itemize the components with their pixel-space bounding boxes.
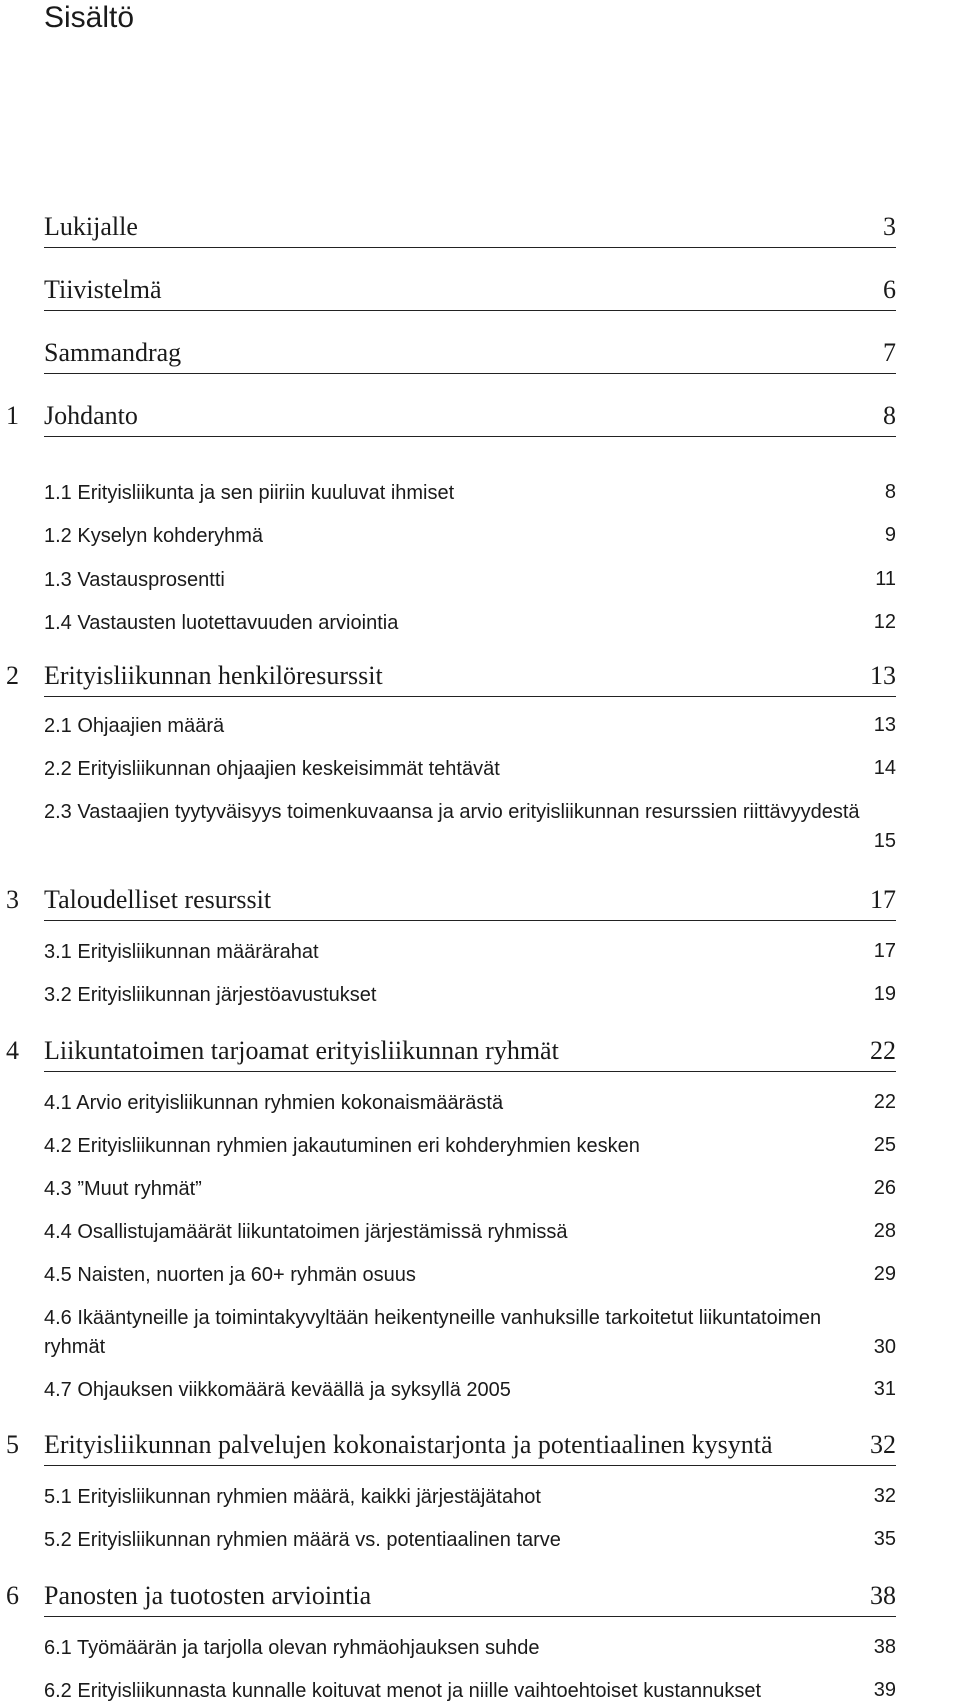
toc-section-2-2[interactable] (0, 755, 960, 783)
toc-section-4-2[interactable] (0, 1132, 960, 1160)
chapter-page: 17 (870, 885, 896, 914)
toc-entry-page: 6 (883, 275, 896, 304)
chapter-page: 8 (883, 401, 896, 430)
divider-rule (44, 1465, 896, 1466)
toc-section-1-3[interactable] (0, 566, 960, 594)
toc-chapter-5[interactable] (0, 1426, 960, 1466)
section-title: 4.7 Ohjauksen viikkomäärä keväällä ja syksyllä 2005 (44, 1379, 511, 1401)
page-title: Sisältö (44, 1, 135, 34)
divider-rule (44, 436, 896, 437)
section-page: 30 (873, 1336, 896, 1358)
toc-section-6-1[interactable] (0, 1634, 960, 1662)
chapter-title: Erityisliikunnan palvelujen kokonaistarjonta ja potentiaalinen kysyntä (44, 1430, 773, 1459)
section-title: 5.2 Erityisliikunnan ryhmien määrä vs. potentiaalinen tarve (44, 1529, 561, 1551)
section-title: 6.1 Työmäärän ja tarjolla olevan ryhmäohjauksen suhde (44, 1637, 540, 1659)
toc-section-3-2[interactable] (0, 981, 960, 1009)
toc-chapter-6[interactable] (0, 1577, 960, 1617)
chapter-page: 13 (870, 661, 896, 690)
divider-rule (44, 1616, 896, 1617)
section-title: 3.1 Erityisliikunnan määrärahat (44, 941, 319, 963)
section-title: 4.5 Naisten, nuorten ja 60+ ryhmän osuus (44, 1264, 416, 1286)
toc-entry-page: 7 (883, 338, 896, 367)
toc-entry-lukijalle[interactable] (0, 208, 960, 248)
section-page: 31 (873, 1378, 896, 1400)
chapter-number: 6 (6, 1581, 19, 1610)
chapter-page: 22 (870, 1036, 896, 1065)
divider-rule (44, 696, 896, 697)
toc-chapter-2[interactable] (0, 657, 960, 697)
section-title: 4.3 ”Muut ryhmät” (44, 1178, 202, 1200)
section-page: 25 (873, 1134, 896, 1156)
section-title: 4.2 Erityisliikunnan ryhmien jakautuminen eri kohderyhmien kesken (44, 1135, 640, 1157)
section-page: 14 (873, 757, 896, 779)
toc-section-2-3[interactable] (0, 798, 960, 856)
section-page: 29 (873, 1263, 896, 1285)
chapter-number: 5 (6, 1430, 19, 1459)
toc-section-4-6[interactable] (0, 1304, 960, 1362)
section-page: 22 (873, 1091, 896, 1113)
section-page: 26 (873, 1177, 896, 1199)
section-title: 2.2 Erityisliikunnan ohjaajien keskeisimmät tehtävät (44, 758, 500, 780)
section-page: 32 (873, 1485, 896, 1507)
toc-section-6-2[interactable] (0, 1677, 960, 1705)
toc-section-2-1[interactable] (0, 712, 960, 740)
section-title: 4.4 Osallistujamäärät liikuntatoimen järjestämissä ryhmissä (44, 1221, 568, 1243)
section-page: 38 (873, 1636, 896, 1658)
section-title: 1.2 Kyselyn kohderyhmä (44, 525, 264, 547)
section-page: 39 (873, 1679, 896, 1701)
toc-section-5-1[interactable] (0, 1483, 960, 1511)
section-title: 5.1 Erityisliikunnan ryhmien määrä, kaikki järjestäjätahot (44, 1486, 541, 1508)
chapter-page: 32 (870, 1430, 896, 1459)
toc-section-5-2[interactable] (0, 1526, 960, 1554)
toc-section-4-7[interactable] (0, 1376, 960, 1404)
section-page: 28 (873, 1220, 896, 1242)
section-title: 1.4 Vastausten luotettavuuden arviointia (44, 612, 399, 634)
section-title: 2.1 Ohjaajien määrä (44, 715, 225, 737)
toc-section-4-5[interactable] (0, 1261, 960, 1289)
section-title: 4.1 Arvio erityisliikunnan ryhmien kokonaismäärästä (44, 1092, 504, 1114)
chapter-number: 1 (6, 401, 19, 430)
section-page: 9 (884, 524, 896, 546)
chapter-number: 2 (6, 661, 19, 690)
toc-chapter-1[interactable] (0, 397, 960, 437)
section-page: 17 (873, 940, 896, 962)
chapter-title: Johdanto (44, 401, 138, 430)
chapter-title: Taloudelliset resurssit (44, 885, 272, 914)
toc-section-1-2[interactable] (0, 522, 960, 550)
section-page: 12 (873, 611, 896, 633)
toc-section-1-4[interactable] (0, 609, 960, 637)
toc-chapter-3[interactable] (0, 881, 960, 921)
chapter-number: 3 (6, 885, 19, 914)
divider-rule (44, 373, 896, 374)
section-page: 13 (873, 714, 896, 736)
toc-entry-page: 3 (883, 212, 896, 241)
chapter-page: 38 (870, 1581, 896, 1610)
divider-rule (44, 1071, 896, 1072)
section-page: 8 (884, 481, 896, 503)
toc-section-4-3[interactable] (0, 1175, 960, 1203)
section-title: 6.2 Erityisliikunnasta kunnalle koituvat menot ja niille vaihtoehtoiset kustannukset (44, 1680, 762, 1702)
toc-entry-title: Lukijalle (44, 212, 138, 241)
section-page: 19 (873, 983, 896, 1005)
section-page: 35 (873, 1528, 896, 1550)
divider-rule (44, 920, 896, 921)
chapter-number: 4 (6, 1036, 19, 1065)
toc-section-4-4[interactable] (0, 1218, 960, 1246)
toc-entry-title: Tiivistelmä (44, 275, 162, 304)
toc-entry-title: Sammandrag (44, 338, 182, 367)
section-title: 1.1 Erityisliikunta ja sen piiriin kuuluvat ihmiset (44, 482, 455, 504)
chapter-title: Panosten ja tuotosten arviointia (44, 1581, 372, 1610)
section-title: 1.3 Vastausprosentti (44, 569, 225, 591)
chapter-title: Liikuntatoimen tarjoamat erityisliikunnan ryhmät (44, 1036, 559, 1065)
chapter-title: Erityisliikunnan henkilöresurssit (44, 661, 383, 690)
section-title: 2.3 Vastaajien tyytyväisyys toimenkuvaansa ja arvio erityisliikunnan resurssien riittävyydestä (44, 801, 860, 823)
section-page: 15 (873, 830, 896, 852)
divider-rule (44, 310, 896, 311)
toc-chapter-4[interactable] (0, 1032, 960, 1072)
section-page: 11 (875, 568, 896, 590)
divider-rule (44, 247, 896, 248)
toc-entry-sammandrag[interactable] (0, 334, 960, 374)
section-title: 4.6 Ikääntyneille ja toimintakyvyltään heikentyneille vanhuksille tarkoitetut liikuntatoimen ryhmät (44, 1307, 822, 1358)
toc-section-1-1[interactable] (0, 479, 960, 507)
toc-section-3-1[interactable] (0, 938, 960, 966)
section-title: 3.2 Erityisliikunnan järjestöavustukset (44, 984, 377, 1006)
toc-section-4-1[interactable] (0, 1089, 960, 1117)
toc-entry-tiivistelma[interactable] (0, 271, 960, 311)
